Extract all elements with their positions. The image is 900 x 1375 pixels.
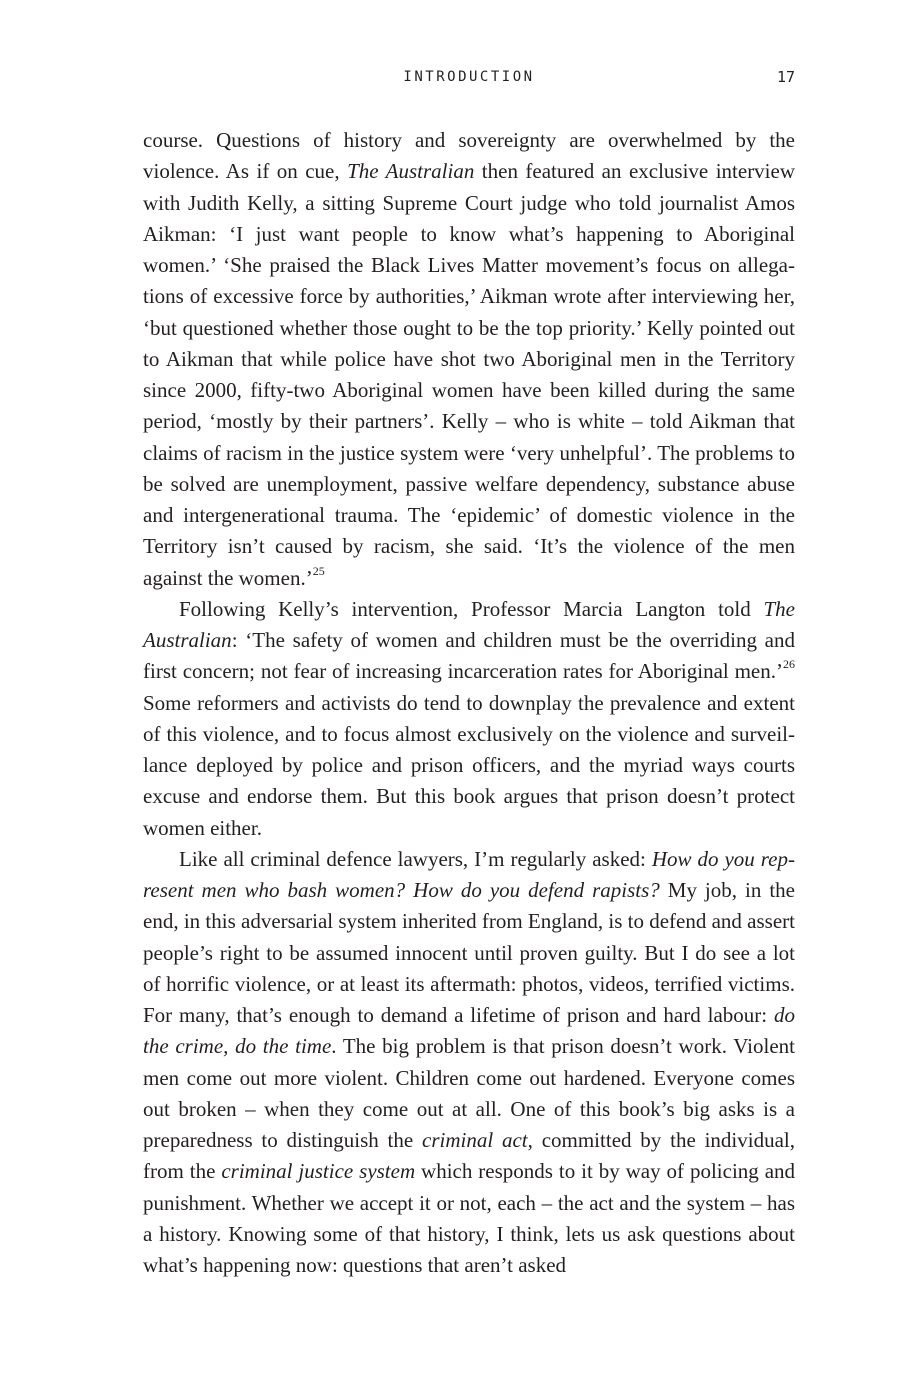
italic-text: criminal justice system xyxy=(221,1159,416,1184)
running-title: INTRODUCTION xyxy=(403,69,535,85)
body-text xyxy=(143,125,795,1281)
footnote-ref: 26 xyxy=(783,657,795,672)
text-run: then featured an exclusive interview with Judith Kelly, a sitting Supreme Court judge who told journalist Amos Aikman: ‘I just want people to know what’s happening to Aboriginal women.’ ‘She praised the Black Lives Matter movement’s focus on allegations of excessive force by authorities,’ Aikman wrote after interviewing her, ‘but questioned whether those ought to be the top priority.’ Kelly pointed out to Aikman that while police have shot two Aboriginal men in the Territory since 2000, fifty-two Aboriginal women have been killed during the same period, ‘mostly by their partners’. Kelly – who is white – told Aikman that claims of racism in the justice system were ‘very unhelpful’. The problems to be solved are unemployment, passive welfare dependency, substance abuse and intergenerational trauma. The ‘epidemic’ of domestic violence in the Territory isn’t caused by racism, she said. ‘It’s the violence of the men against the women.’ xyxy=(143,159,796,590)
text-run: Following Kelly’s intervention, Professor Marcia Langton told xyxy=(179,596,764,621)
text-run: Some reformers and activists do tend to downplay the prevalence and extent of this violence, and to focus almost exclusively on the violence and surveillance deployed by police and prison officers, and the myriad ways courts excuse and endorse them. But this book argues that prison doesn’t protect women either. xyxy=(143,690,795,840)
text-run: course. Questions of history and sovereignty are overwhelmed by the violence. As if on cue, xyxy=(143,128,795,184)
italic-text: do the crime, do the time xyxy=(143,1003,795,1059)
paragraph xyxy=(143,594,795,844)
text-run: , committed by the individual, from the xyxy=(143,1128,795,1184)
text-run: My job, in the end, in this adversarial system inherited from England, is to defend and assert people’s right to be assumed innocent until proven guilty. But I do see a lot of horrific violence, or at least its aftermath: photos, videos, terrified victims. For many, that’s enough to demand a lifetime of prison and hard labour: xyxy=(143,878,795,1027)
text-run: which responds to it by way of policing and punishment. Whether we accept it or not, each – the act and the system – has a history. Knowing some of that history, I think, lets us ask questions about what’s happening now: questions that aren’t asked xyxy=(143,1159,796,1277)
footnote-ref: 25 xyxy=(312,563,325,578)
text-run: : ‘The safety of women and children must be the overriding and first concern; not fear of increasing incarceration rates for Aboriginal men.’ xyxy=(143,628,795,684)
running-head xyxy=(143,66,795,90)
paragraph xyxy=(143,844,795,1282)
page-number: 17 xyxy=(776,68,795,86)
italic-text: The Australian xyxy=(143,596,795,652)
text-run: . The big problem is that prison doesn’t work. Violent men come out more violent. Children come out hardened. Everyone comes out broken – when they come out at all. One of this book’s big asks is a preparedness to distinguish the xyxy=(143,1034,795,1152)
paragraph xyxy=(143,125,795,594)
italic-text: criminal act xyxy=(422,1128,528,1152)
italic-text: The Australian xyxy=(347,159,475,184)
italic-text: How do you represent men who bash women? How do you defend rapists? xyxy=(143,846,795,902)
text-run: Like all criminal defence lawyers, I’m regularly asked: xyxy=(179,846,652,871)
